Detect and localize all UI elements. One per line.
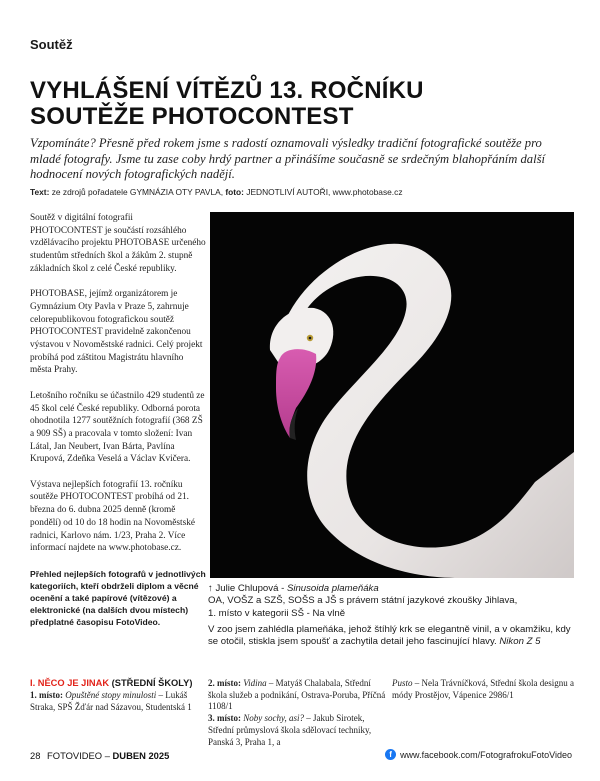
first-place-title: Opuštěné stopy minulosti <box>65 690 157 700</box>
third-place-title: Noby sochy, asi? <box>243 713 304 724</box>
category-number: I. <box>30 678 36 688</box>
third-extra-rest: – Nela Trávníčková, Střední škola designu a módy Prostějov, Vápenice 2986/1 <box>392 678 574 700</box>
caption-camera: Nikon Z 5 <box>499 636 541 648</box>
page-footer <box>30 750 169 761</box>
category-level: (STŘEDNÍ ŠKOLY) <box>111 678 193 688</box>
second-place-rest: – Matyáš Chalabala, Střední škola služeb a podnikání, Ostrava-Poruba, Příčná 1108/1 <box>208 678 386 712</box>
first-place-rest: – Lukáš Straka, SPŠ Žďár nad Sázavou, Studentská 1 <box>30 690 192 712</box>
magazine-name: FOTOVIDEO <box>47 750 103 761</box>
third-extra-title: Pusto <box>392 678 413 688</box>
credit-line <box>30 187 575 198</box>
second-place-title: Vidina <box>243 678 267 688</box>
issue-date: DUBEN 2025 <box>112 750 170 761</box>
caption-dash: - <box>278 583 287 594</box>
flamingo-illustration <box>210 212 574 578</box>
caption-story <box>208 624 578 649</box>
credit-photo-label: foto: <box>225 187 244 197</box>
facebook-url[interactable]: www.facebook.com/FotografrokuFotoVideo <box>400 749 572 760</box>
third-place-label: 3. místo: <box>208 713 241 724</box>
third-place-rest: – Jakub Sirotek, Střední průmyslová škola sdělovací techniky, Panská 3, Praha 1, a <box>208 713 372 747</box>
body-column <box>30 212 206 628</box>
section-label: Soutěž <box>30 37 73 52</box>
credit-text-label: Text: <box>30 187 50 197</box>
caption-text: V zoo jsem zahlédla plameňáka, jehož štíhlý krk se elegantně vinil, a v okamžiku, kdy se otočil, stiskla jsem spoušť a zachytila detail jeho fascinující hlavy. <box>208 623 571 648</box>
body-highlight: Přehled nejlepších fotografů v jednotlivých kategoriích, kteří obdrželi diplom a věcné ocenění a také papírové (vítězové) a elektronické (na dalších dvou místech) předplatné časopisu FotoVideo. <box>30 568 206 627</box>
category-heading <box>30 678 210 688</box>
category-name: NĚCO JE JINAK <box>37 678 110 688</box>
caption-author: Julie Chlupová <box>215 583 279 594</box>
body-paragraph-3: Letošního ročníku se účastnilo 429 studentů ze 45 škol celé České republiky. Odborná porota ohodnotila 1277 soutěžních fotografií (368 ZŠ a 909 SŠ) a pracovala v tomto složení: Ivan Látal, Jan Neubert, Ivan Bárta, Pavlína Krupová, Zdeňka Veselá a Václav Kvičera. <box>30 390 205 465</box>
flamingo-photo <box>210 212 574 578</box>
lead-paragraph: Vzpomínáte? Přesně před rokem jsme s radostí oznamovali výsledky tradiční fotografické soutěže pro mladé fotografy. Jsme tu zase coby hrdý partner a přinášíme současně se srdečným blahopřáním další hodnocení nových fotografických nadějí. <box>30 136 546 181</box>
second-place-label: 2. místo: <box>208 678 241 688</box>
footer-dash: – <box>102 750 113 761</box>
winner-third-extra <box>392 678 577 701</box>
credit-photo-value: JEDNOTLIVÍ AUTOŘI, www.photobase.cz <box>246 187 403 197</box>
caption-header <box>208 583 578 595</box>
caption-title: Sinusoida plameňáka <box>286 583 379 594</box>
first-place-label: 1. místo: <box>30 690 63 700</box>
facebook-icon: f <box>385 749 396 760</box>
credit-text-value: ze zdrojů pořadatele GYMNÁZIA OTY PAVLA, <box>51 187 224 197</box>
article-title <box>30 78 575 130</box>
winner-second-third <box>208 678 388 748</box>
body-paragraph-1: Soutěž v digitální fotografii PHOTOCONTEST je součástí rozsáhlého vzdělávacího projektu PHOTOBASE určeného studentům středních škol a žákům 2. stupně základních škol z celé České republiky. <box>30 213 206 274</box>
up-arrow-icon: ↑ <box>208 583 213 594</box>
title-line-1: VYHLÁŠENÍ VÍTĚZŮ 13. ROČNÍKU <box>30 77 424 104</box>
facebook-link[interactable] <box>385 749 572 760</box>
winner-first <box>30 690 202 713</box>
caption-category: 1. místo v kategorii SŠ - Na vlně <box>208 607 346 619</box>
body-paragraph-4: Výstava nejlepších fotografií 13. ročníku soutěže PHOTOCONTEST probíhá od 21. března do 6. dubna 2025 denně (kromě pondělí) od 10 do 18 hodin na Novoměstské radnici, Karlovo nám. 1/23, Praha 2. Více informací najdete na www.photobase.cz. <box>30 479 196 554</box>
body-paragraph-2: PHOTOBASE, jejímž organizátorem je Gymnázium Oty Pavla v Praze 5, zahrnuje celorepublikovou fotografickou soutěž PHOTOCONTEST pravidelně zakončenou výstavou v Novoměstské radnici. Celý projekt probíhá pod záštitou Magistrátu hlavního města Prahy. <box>30 289 203 376</box>
caption-school: OA, VOŠZ a SZŠ, SOŠS a JŠ s právem státní jazykové zkoušky Jihlava, <box>208 595 518 607</box>
title-line-2: SOUTĚŽE PHOTOCONTEST <box>30 103 354 130</box>
photo-caption <box>208 583 578 648</box>
page-number: 28 <box>30 750 41 761</box>
